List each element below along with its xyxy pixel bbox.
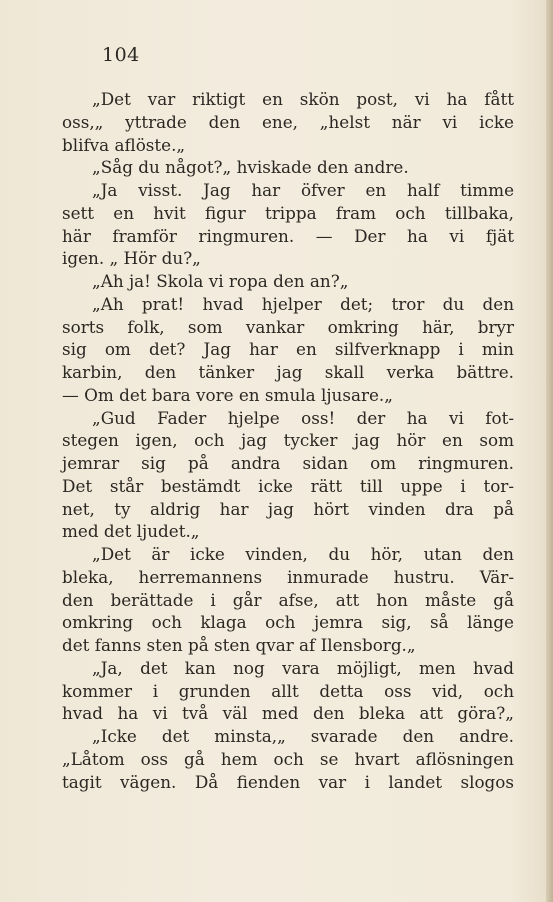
- text-line: „Det var riktigt en skön post, vi ha fått: [92, 89, 514, 109]
- text-line: oss,„ yttrade den ene, „helst när vi icke: [62, 111, 514, 132]
- text-line: tagit vägen. Då fienden var i landet slogos: [62, 771, 514, 792]
- text-line: „Ah prat! hvad hjelper det; tror du den: [92, 293, 514, 314]
- text-line: „Ah ja! Skola vi ropa den an?„: [92, 271, 349, 291]
- text-line: „Såg du något?„ hviskade den andre.: [92, 157, 409, 178]
- text-line: det fanns sten på sten qvar af Ilensborg.„: [62, 635, 416, 655]
- page-edge: [546, 0, 553, 902]
- text-line: „Låtom oss gå hem och se hvart aflösningen: [62, 748, 514, 769]
- text-line: sorts folk, som vankar omkring här, bryr: [62, 316, 514, 337]
- text-line: med det ljudet.„: [62, 521, 200, 542]
- text-line: Det står bestämdt icke rätt till uppe i tor-: [62, 475, 514, 496]
- text-line: sig om det? Jag har en silfverknapp i min: [62, 339, 514, 360]
- text-line: jemrar sig på andra sidan om ringmuren.: [62, 453, 514, 473]
- text-line: „Ja visst. Jag har öfver en half timme: [92, 180, 514, 200]
- page-number: 104: [102, 44, 140, 66]
- text-line: igen. „ Hör du?„: [62, 248, 201, 269]
- text-line: — Om det bara vore en smula ljusare.„: [62, 384, 393, 405]
- text-line: blifva aflöste.„: [62, 134, 186, 155]
- text-line: sett en hvit figur trippa fram och tillbaka,: [62, 202, 514, 223]
- text-line: „Icke det minsta,„ svarade den andre.: [92, 726, 514, 746]
- text-line: bleka, herremannens inmurade hustru. Vär-: [62, 566, 514, 587]
- text-line: „Gud Fader hjelpe oss! der ha vi fot-: [92, 407, 514, 428]
- text-line: här framför ringmuren. — Der ha vi fjät: [62, 225, 514, 246]
- text-line: „Det är icke vinden, du hör, utan den: [92, 544, 514, 564]
- text-line: stegen igen, och jag tycker jag hör en som: [62, 430, 514, 451]
- text-line: karbin, den tänker jag skall verka bättre.: [62, 362, 514, 382]
- text-line: den berättade i går afse, att hon måste gå: [62, 589, 514, 610]
- text-line: net, ty aldrig har jag hört vinden dra på: [62, 498, 514, 519]
- text-line: „Ja, det kan nog vara möjligt, men hvad: [92, 657, 514, 678]
- body-text: [62, 88, 514, 793]
- text-line: omkring och klaga och jemra sig, så länge: [62, 612, 514, 633]
- text-line: hvad ha vi två väl med den bleka att göra?„: [62, 703, 514, 724]
- text-line: kommer i grunden allt detta oss vid, och: [62, 680, 514, 701]
